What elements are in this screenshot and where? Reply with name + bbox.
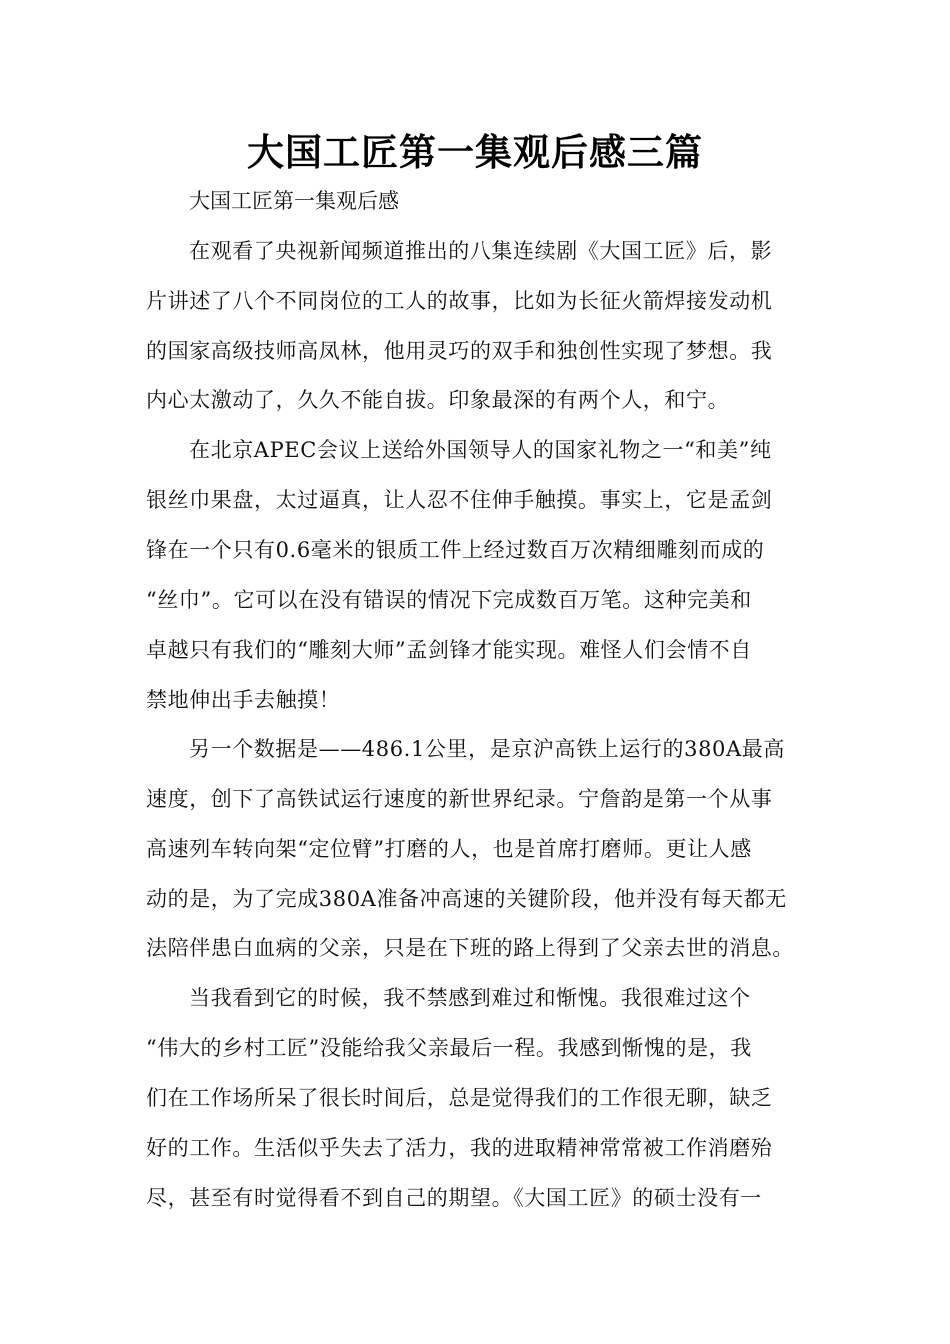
paragraph-2-line-4: “丝巾”。它可以在没有错误的情况下完成数百万笔。这种完美和 <box>146 588 752 612</box>
paragraph-2-line-6: 禁地伸出手去触摸！ <box>146 688 341 712</box>
paragraph-1-line-4: 内心太激动了，久久不能自拔。印象最深的有两个人，和宁。 <box>146 388 730 412</box>
paragraph-4-line-2: “伟大的乡村工匠”没能给我父亲最后一程。我感到惭愧的是，我 <box>146 1036 752 1060</box>
paragraph-4-line-4: 好的工作。生活似乎失去了活力，我的进取精神常常被工作消磨殆 <box>146 1136 773 1160</box>
paragraph-3-line-5: 法陪伴患白血病的父亲，只是在下班的路上得到了父亲去世的消息。 <box>146 936 794 960</box>
paragraph-2-line-2: 银丝巾果盘，太过逼真，让人忍不住伸手触摸。事实上，它是孟剑 <box>146 488 773 512</box>
paragraph-2-line-5: 卓越只有我们的“雕刻大师”孟剑锋才能实现。难怪人们会情不自 <box>146 638 752 662</box>
paragraph-3-line-1: 另一个数据是——486.1公里，是京沪高铁上运行的380A最高 <box>189 737 785 761</box>
paragraph-4-line-1: 当我看到它的时候，我不禁感到难过和惭愧。我很难过这个 <box>189 986 751 1010</box>
paragraph-1-line-2: 片讲述了八个不同岗位的工人的故事，比如为长征火箭焊接发动机 <box>146 289 773 313</box>
paragraph-3-line-2: 速度，创下了高铁试运行速度的新世界纪录。宁詹韵是第一个从事 <box>146 787 773 811</box>
paragraph-1-line-1: 在观看了央视新闻频道推出的八集连续剧《大国工匠》后，影 <box>189 239 773 263</box>
paragraph-3-line-3: 高速列车转向架“定位臂”打磨的人，也是首席打磨师。更让人感 <box>146 837 752 861</box>
paragraph-4-line-5: 尽，甚至有时觉得看不到自己的期望。《大国工匠》的硕士没有一 <box>146 1186 762 1210</box>
paragraph-4-line-3: 们在工作场所呆了很长时间后，总是觉得我们的工作很无聊，缺乏 <box>146 1086 773 1110</box>
paragraph-1-line-3: 的国家高级技师高凤林，他用灵巧的双手和独创性实现了梦想。我 <box>146 339 773 363</box>
document-subtitle: 大国工匠第一集观后感 <box>189 189 399 213</box>
document-title: 大国工匠第一集观后感三篇 <box>247 131 703 174</box>
paragraph-2-line-3: 锋在一个只有0.6毫米的银质工件上经过数百万次精细雕刻而成的 <box>146 538 765 562</box>
paragraph-3-line-4: 动的是，为了完成380A准备冲高速的关键阶段，他并没有每天都无 <box>146 887 787 911</box>
paragraph-2-line-1: 在北京APEC会议上送给外国领导人的国家礼物之一“和美”纯 <box>189 438 772 462</box>
